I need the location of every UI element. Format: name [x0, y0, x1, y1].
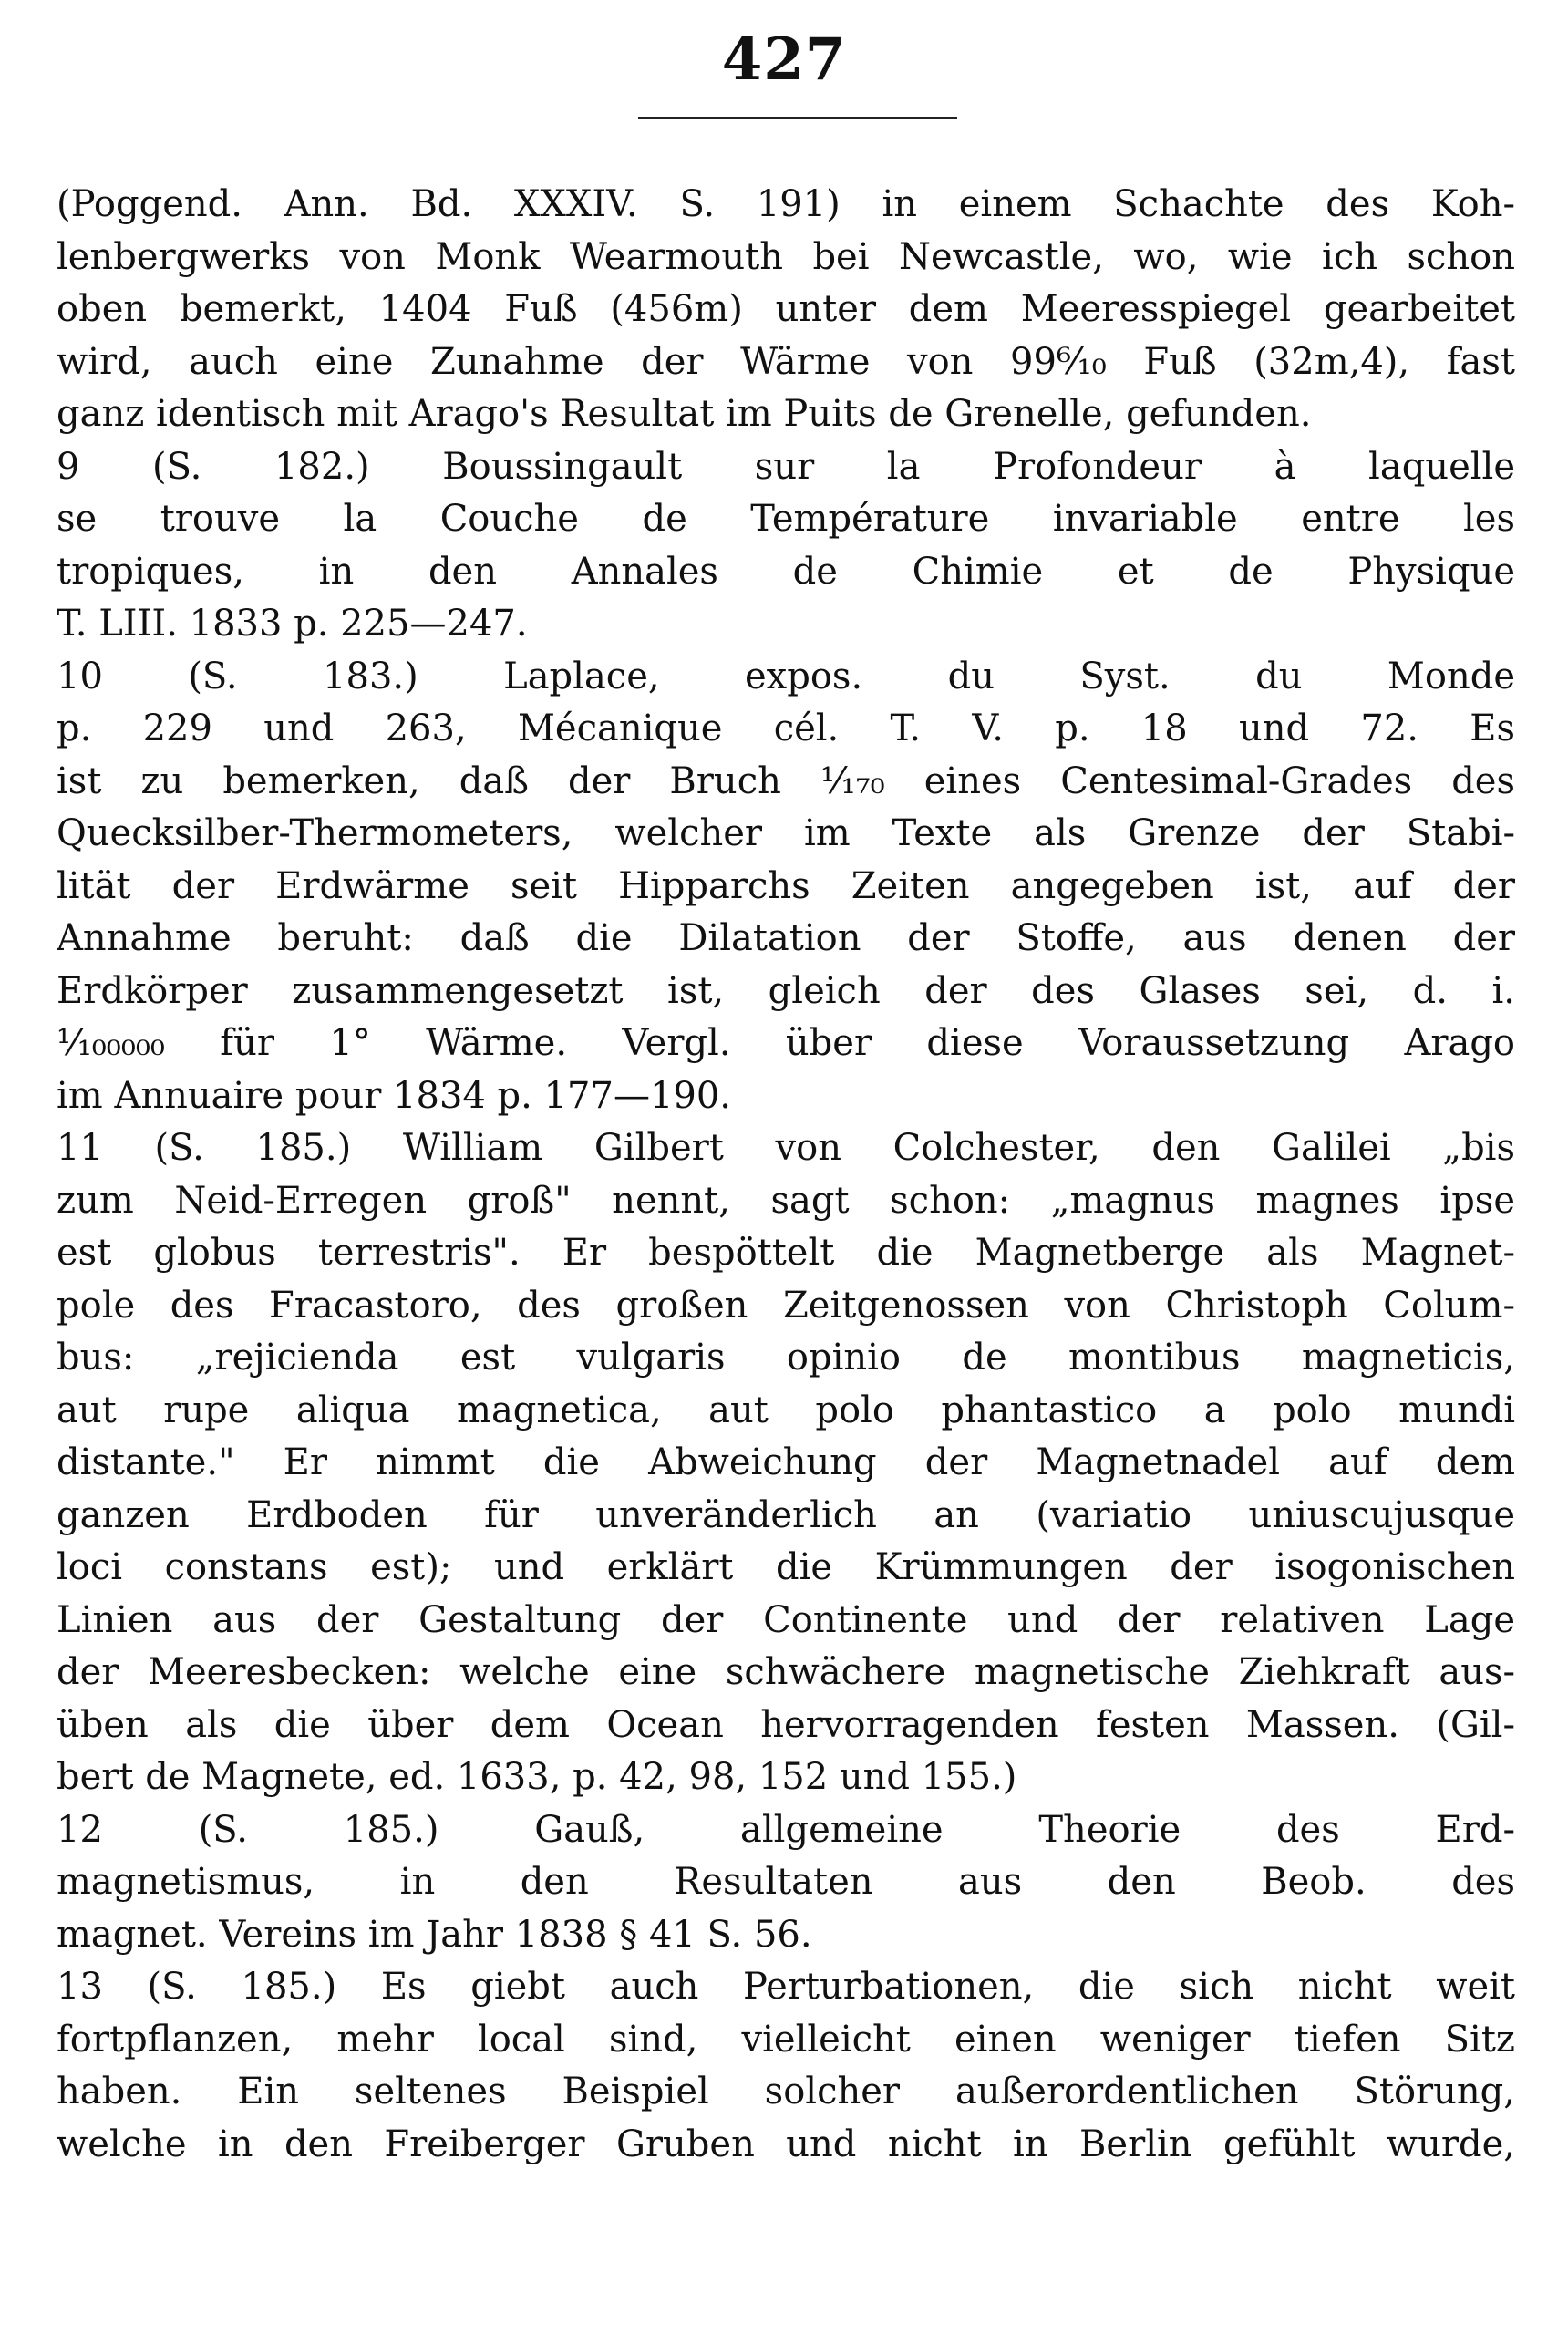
- text-line: T. LIII. 1833 p. 225—247.: [57, 603, 528, 645]
- text-line: 12 (S. 185.) Gauß, allgemeine Theorie des Erd-: [57, 1808, 1515, 1851]
- text-line: lität der Erdwärme seit Hipparchs Zeiten angegeben ist, auf der: [57, 864, 1515, 907]
- text-line: magnet. Vereins im Jahr 1838 § 41 S. 56.: [57, 1913, 812, 1956]
- header-rule: [638, 117, 957, 119]
- text-line: 13 (S. 185.) Es giebt auch Perturbationen, die sich nicht weit: [57, 1966, 1515, 2008]
- text-line: fortpflanzen, mehr local sind, vielleicht einen weniger tiefen Sitz: [57, 2018, 1515, 2061]
- text-line: welche in den Freiberger Gruben und nicht in Berlin gefühlt wurde,: [57, 2123, 1515, 2165]
- text-line: tropiques, in den Annales de Chimie et de Physique: [57, 550, 1515, 593]
- text-line: üben als die über dem Ocean hervorragenden festen Massen. (Gil-: [57, 1703, 1515, 1746]
- body-text: [57, 179, 1515, 2171]
- text-line: p. 229 und 263, Mécanique cél. T. V. p. 18 und 72. Es: [57, 708, 1515, 749]
- text-line: 10 (S. 183.) Laplace, expos. du Syst. du Monde: [57, 655, 1515, 697]
- text-line: der Meeresbecken: welche eine schwächere magnetische Ziehkraft aus-: [57, 1651, 1515, 1693]
- text-line: Linien aus der Gestaltung der Continente und der relativen Lage: [57, 1598, 1515, 1641]
- text-line: se trouve la Couche de Température invariable entre les: [57, 498, 1515, 540]
- text-line: 9 (S. 182.) Boussingault sur la Profondeur à laquelle: [57, 445, 1515, 488]
- text-line: bus: „rejicienda est vulgaris opinio de montibus magneticis,: [57, 1337, 1515, 1379]
- text-line: 11 (S. 185.) William Gilbert von Colchester, den Galilei „bis: [57, 1127, 1515, 1169]
- text-line: aut rupe aliqua magnetica, aut polo phantastico a polo mundi: [57, 1389, 1515, 1431]
- text-line: loci constans est); und erklärt die Krümmungen der isogonischen: [57, 1546, 1515, 1588]
- text-line: ¹⁄₁₀₀₀₀₀ für 1° Wärme. Vergl. über diese Voraussetzung Arago: [57, 1022, 1515, 1064]
- text-line: haben. Ein seltenes Beispiel solcher außerordentlichen Störung,: [57, 2071, 1515, 2113]
- text-line: zum Neid-Erregen groß" nennt, sagt schon: „magnus magnes ipse: [57, 1179, 1515, 1222]
- text-line: ganzen Erdboden für unveränderlich an (variatio uniuscujusque: [57, 1493, 1515, 1536]
- text-line: ganz identisch mit Arago's Resultat im Puits de Grenelle, gefunden.: [57, 393, 1312, 435]
- text-line: im Annuaire pour 1834 p. 177—190.: [57, 1074, 731, 1117]
- text-line: Erdkörper zusammengesetzt ist, gleich der des Glases sei, d. i.: [57, 969, 1515, 1012]
- text-line: magnetismus, in den Resultaten aus den Beob. des: [57, 1861, 1515, 1903]
- text-line: pole des Fracastoro, des großen Zeitgenossen von Christoph Colum-: [57, 1284, 1515, 1327]
- text-line: Annahme beruht: daß die Dilatation der Stoffe, aus denen der: [57, 917, 1515, 959]
- text-line: lenbergwerks von Monk Wearmouth bei Newcastle, wo, wie ich schon: [57, 235, 1515, 278]
- text-line: wird, auch eine Zunahme der Wärme von 99⁶⁄₁₀ Fuß (32m,4), fast: [57, 340, 1515, 383]
- text-line: distante." Er nimmt die Abweichung der Magnetnadel auf dem: [57, 1441, 1515, 1483]
- text-line: ist zu bemerken, daß der Bruch ¹⁄₁₇₀ eines Centesimal-Grades des: [57, 759, 1515, 802]
- text-line: Quecksilber-Thermometers, welcher im Texte als Grenze der Stabi-: [57, 812, 1515, 854]
- page-number: 427: [721, 26, 847, 94]
- text-line: bert de Magnete, ed. 1633, p. 42, 98, 152 und 155.): [57, 1756, 1017, 1798]
- text-line: est globus terrestris". Er bespöttelt die Magnetberge als Magnet-: [57, 1232, 1515, 1274]
- text-line: oben bemerkt, 1404 Fuß (456m) unter dem Meeresspiegel gearbeitet: [57, 288, 1515, 330]
- text-line: (Poggend. Ann. Bd. XXXIV. S. 191) in einem Schachte des Koh-: [57, 183, 1515, 225]
